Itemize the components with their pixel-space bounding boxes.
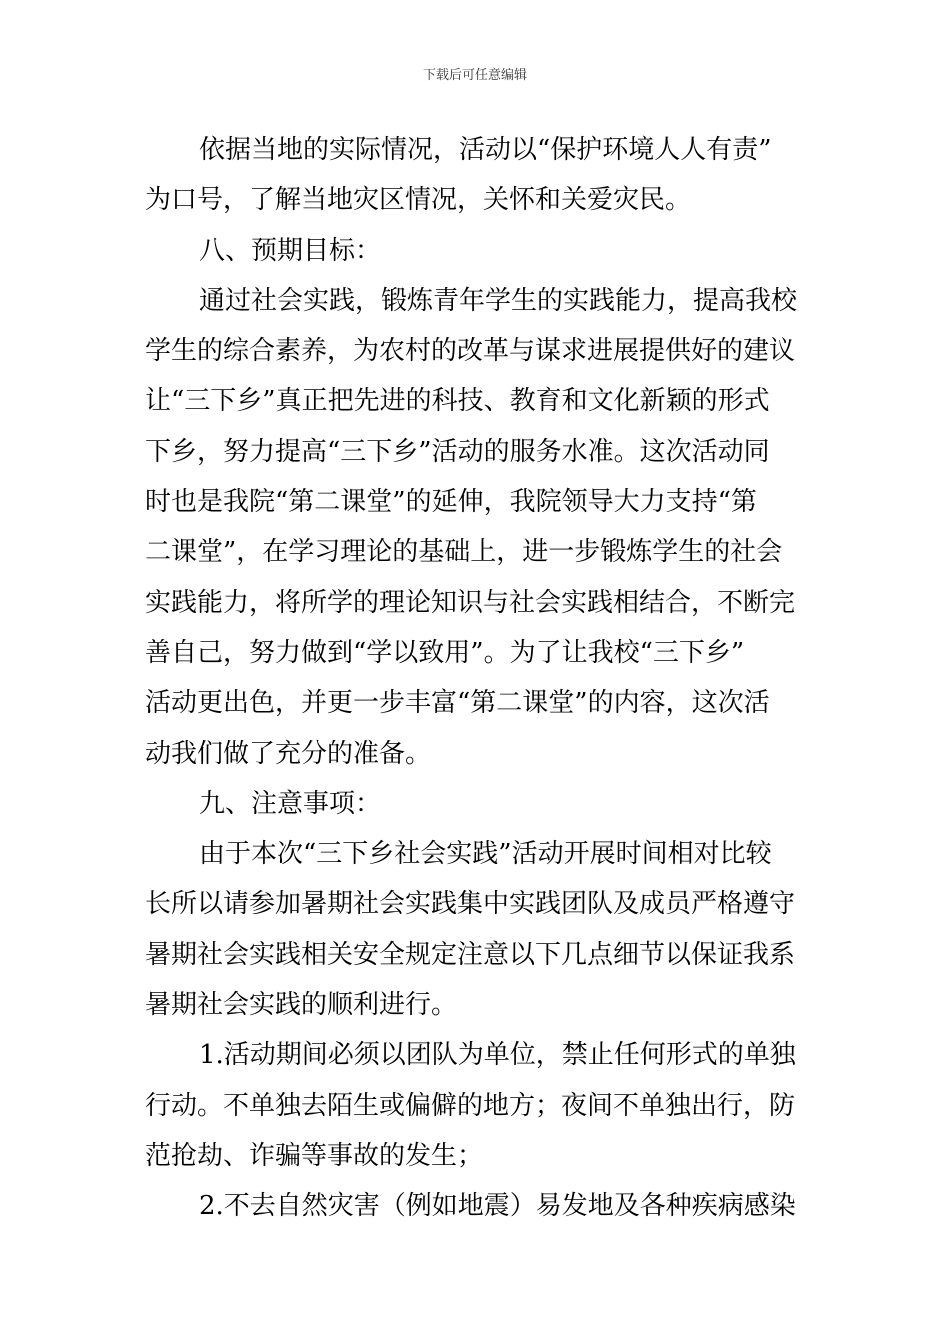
text-line: 暑期社会实践的顺利进行。 — [145, 990, 458, 1021]
text-line: 范抢劫、诈骗等事故的发生； — [145, 1140, 484, 1171]
text-line: 学生的综合素养，为农村的改革与谋求进展提供好的建议 — [145, 336, 796, 367]
text-line: 实践能力，将所学的理论知识与社会实践相结合，不断完 — [145, 587, 796, 618]
text-line: 动我们做了充分的准备。 — [145, 738, 432, 769]
list-item: 2.不去自然灾害（例如地震）易发地及各种疾病感染 — [199, 1191, 796, 1222]
text-line: 长所以请参加暑期社会实践集中实践团队及成员严格遵守 — [145, 889, 796, 920]
text-line: 行动。不单独去陌生或偏僻的地方；夜间不单独出行，防 — [145, 1090, 796, 1121]
section-heading: 八、预期目标： — [199, 235, 382, 266]
list-item: 1.活动期间必须以团队为单位，禁止任何形式的单独 — [199, 1040, 796, 1071]
text-line: 为口号，了解当地灾区情况，关怀和关爱灾民。 — [145, 185, 692, 216]
text-line: 由于本次“三下乡社会实践”活动开展时间相对比较 — [199, 839, 772, 870]
text-line: 通过社会实践，锻炼青年学生的实践能力，提高我校 — [199, 285, 798, 316]
text-line: 依据当地的实际情况，活动以“保护环境人人有责” — [199, 135, 772, 165]
text-line: 下乡，努力提高“三下乡”活动的服务水准。这次活动同 — [145, 436, 770, 467]
text-line: 善自己，努力做到“学以致用”。为了让我校“三下乡” — [145, 637, 745, 668]
document-body — [145, 125, 810, 1232]
text-line: 时也是我院“第二课堂”的延伸，我院领导大力支持“第 — [145, 487, 757, 518]
page-header: 下载后可任意编辑 — [422, 68, 527, 83]
text-line: 二课堂”，在学习理论的基础上，进一步锻炼学生的社会 — [145, 537, 783, 568]
section-heading: 九、注意事项： — [199, 788, 382, 819]
text-line: 活动更出色，并更一步丰富“第二课堂”的内容，这次活 — [145, 688, 770, 719]
text-line: 暑期社会实践相关安全规定注意以下几点细节以保证我系 — [145, 939, 796, 970]
text-line: 让“三下乡”真正把先进的科技、教育和文化新颖的形式 — [145, 386, 770, 417]
